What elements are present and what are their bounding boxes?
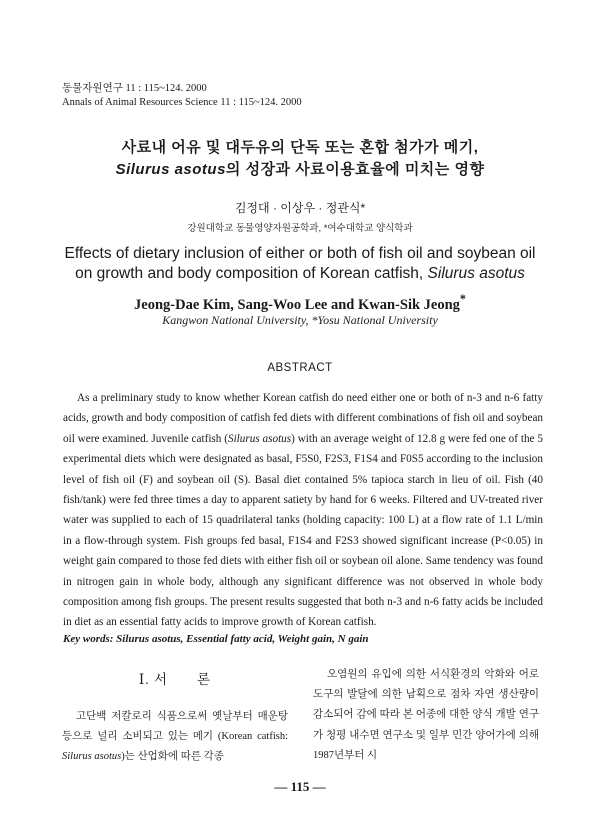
title-korean-line2	[0, 159, 600, 181]
body-left-species: Silurus asotus	[62, 751, 122, 763]
affiliation-english: Kangwon National University, *Yosu National University	[162, 313, 438, 327]
title-korean-species: Silurus asotus	[115, 161, 226, 178]
journal-citation-ko: 동물자원연구 11 : 115~124. 2000	[62, 83, 207, 94]
body-column-left	[62, 707, 288, 768]
section-heading-introduction: Ⅰ. 서 론	[138, 672, 212, 687]
body-left-post: )는 산업화에 따른 각종	[121, 751, 224, 763]
abstract-part1: As a preliminary study to know whether Korean catfish do need either one or both of n-3 and n-6 fatty acids, growth and body composition of catfish fed diets with different combinations of fish oil and soybean oil were examined. Juvenile catfish (	[63, 392, 543, 445]
body-left-pre: 고단백 저칼로리 식품으로써 옛날부터 매운탕 등으로 널리 소비되고 있는 메기 (Korean catfish:	[62, 711, 288, 743]
title-korean-line1: 사료내 어유 및 대두유의 단독 또는 혼합 첨가가 메기,	[121, 139, 479, 156]
authors-korean: 김정대 · 이상우 · 정관식*	[234, 201, 366, 215]
authors-english	[0, 292, 600, 314]
title-english-line1: Effects of dietary inclusion of either or both of fish oil and soybean oil	[64, 245, 536, 262]
abstract-heading: ABSTRACT	[267, 362, 333, 374]
title-english-species: Silurus asotus	[427, 265, 525, 282]
title-english-line2	[0, 264, 600, 284]
title-english	[0, 244, 600, 284]
title-korean	[0, 137, 600, 181]
journal-citation	[62, 82, 302, 110]
journal-citation-en: Annals of Animal Resources Science 11 : 115~124. 2000	[62, 97, 302, 108]
title-english-line2-text: on growth and body composition of Korean catfish,	[75, 265, 424, 282]
page-number: — 115 —	[274, 779, 326, 794]
authors-english-names: Jeong-Dae Kim, Sang-Woo Lee and Kwan-Sik Jeong	[134, 296, 460, 313]
body-column-right: 오염원의 유입에 의한 서식환경의 악화와 어로 도구의 발달에 의한 남획으로 점차 자연 생산량이 감소되어 감에 따라 본 어종에 대한 양식 개발 연구가 청평 내수면 연구소 및 일부 민간 양어가에 의해 1987년부터 시	[313, 669, 539, 761]
keywords: Key words: Silurus asotus, Essential fatty acid, Weight gain, N gain	[63, 633, 369, 645]
abstract-part2: ) with an average weight of 12.8 g were fed one of the 5 experimental diets which were designated as basal, F5S0, F2S3, F1S4 and F0S5 according to the inclusion level of fish oil (F) and soybean oil (S). Basal diet contained 5% tapioca starch in lieu of oil. Fish (40 fish/tank) were fed three times a day to apparent satiety by hand for 6 weeks. Filtered and UV-treated river water was supplied to each of 15 quadrilateral tanks (holding capacity: 100 L) at a flow rate of 1.1 L/min in a flow-through system. Fish groups fed basal, F1S4 and F2S3 showed significant increase (P<0.05) in weight gain compared to those fed diets with either fish oil or soybean oil alone. Same tendency was found in nitrogen gain in whole body, although any significant difference was not observed in whole body composition among fish groups. The present results suggested that both n-3 and n-6 fatty acids be included in diet as an essential fatty acids to improve growth of Korean catfish.	[63, 432, 543, 629]
abstract-species: Silurus asotus	[227, 432, 292, 445]
authors-english-mark: *	[459, 292, 466, 306]
abstract-text	[63, 388, 543, 633]
title-korean-line2-rest: 의 성장과 사료이용효율에 미치는 영향	[225, 161, 485, 178]
affiliation-korean: 강원대학교 동물영양자원공학과, *여수대학교 양식학과	[187, 223, 413, 234]
